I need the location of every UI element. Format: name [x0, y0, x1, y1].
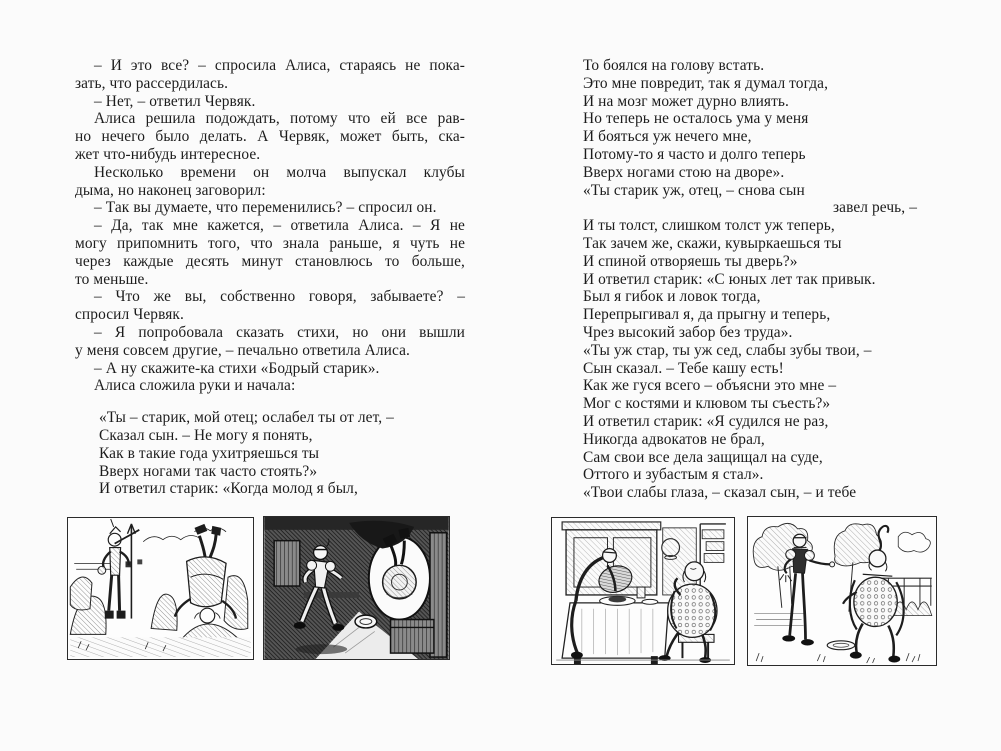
text-line: Никогда адвокатов не брал, — [583, 430, 765, 448]
paragraph — [75, 324, 465, 360]
text-line: спросил Червяк. — [75, 306, 184, 324]
engraving-eel-on-nose-icon — [748, 517, 936, 665]
illustration-old-man-standing-on-head — [67, 517, 254, 660]
text-line: Вверх ногами так часто стоять?» — [99, 462, 318, 480]
text-line: То боялся на голову встать. — [583, 57, 765, 74]
text-line: дыма, но наконец заговорил: — [75, 181, 266, 199]
text-line: Это мне повредит, так я думал тогда, — [583, 74, 829, 92]
text-line: Но теперь не осталось ума у меня — [583, 110, 809, 128]
text-line: И на мозг может дурно влиять. — [583, 92, 789, 110]
paragraph — [75, 377, 465, 395]
page-right-text — [583, 57, 935, 502]
text-line: Перепрыгивал я, да прыгну и теперь, — [583, 306, 831, 324]
text-line: – И это все? – спросила Алиса, стараясь не пока- — [94, 57, 465, 74]
illustration-old-man-eating-goose-at-table — [551, 517, 735, 665]
text-line: но нечего было делать. А Червяк, может быть, ска- — [75, 128, 465, 146]
paragraph — [75, 360, 465, 378]
paragraph — [75, 199, 465, 217]
text-line: Несколько времени он молча выпускал клубы — [94, 163, 465, 181]
paragraph — [75, 57, 465, 93]
text-line: «Твои слабы глаза, – сказал сын, – и тебе — [583, 484, 857, 502]
text-line: Вверх ногами стою на дворе». — [583, 163, 785, 181]
text-line: И ты толст, слишком толст уж теперь, — [583, 217, 835, 235]
paragraph — [75, 164, 465, 200]
text-line: Алиса сложила руки и начала: — [94, 377, 296, 395]
text-line: «Ты старик уж, отец, – снова сын — [583, 181, 805, 199]
text-line: жет что-нибудь интересное. — [75, 145, 261, 163]
text-line: И ответил старик: «Я судился не раз, — [583, 412, 829, 430]
text-line: И ответил старик: «Когда молод я был, — [99, 480, 358, 498]
text-line: «Ты – старик, мой отец; ослабел ты от лет, – — [99, 409, 394, 427]
text-line: Мог с костями и клювом ты съесть?» — [583, 395, 831, 413]
engraving-supper-table-icon — [552, 518, 734, 664]
text-line: зать, что рассердилась. — [75, 74, 229, 92]
text-line: – Да, так мне кажется, – ответила Алиса. – Я не — [94, 217, 465, 235]
text-line: – Так вы думаете, что переменились? – спросил он. — [94, 199, 437, 217]
text-line: И бояться уж нечего мне, — [583, 128, 752, 146]
text-line: через каждые десять минут становлюсь то больше, — [75, 252, 465, 270]
text-line: Сын сказал. – Тебе кашу есть! — [583, 359, 784, 377]
text-line: то меньше. — [75, 270, 149, 288]
text-line: «Ты уж стар, ты уж сед, слабы зубы твои, – — [583, 341, 872, 359]
paragraph — [75, 288, 465, 324]
page-left-text — [75, 57, 465, 498]
text-line: – Я попробовала сказать стихи, но они вышли — [94, 323, 465, 341]
text-line: Оттого и зубастым я стал». — [583, 466, 764, 484]
paragraph — [75, 93, 465, 111]
text-line: завел речь, – — [832, 199, 917, 217]
text-line: Как в такие года ухитряешься ты — [99, 444, 320, 462]
text-line: Как же гуся всего – объясни это мне – — [583, 377, 837, 395]
text-line: Сказал сын. – Не могу я понять, — [99, 426, 313, 444]
paragraph — [75, 110, 465, 163]
text-line: Потому-то я часто и долго теперь — [583, 145, 806, 163]
poem-stanza — [99, 409, 465, 498]
text-line: – А ну скажите-ка стихи «Бодрый старик». — [94, 359, 380, 377]
engraving-old-man-standing-on-head — [68, 518, 253, 659]
illustration-old-man-balancing-eel — [747, 516, 937, 666]
text-line: Был я гибок и ловок тогда, — [583, 288, 761, 306]
text-line: – Нет, – ответил Червяк. — [94, 92, 256, 110]
illustration-back-somersault-through-door — [263, 516, 450, 660]
text-line: Сам свои все дела защищал на суде, — [583, 448, 823, 466]
text-line: Так зачем же, скажи, кувыркаешься ты — [583, 234, 842, 252]
text-line: могу припомнить того, что знала раньше, я чуть не — [75, 234, 465, 252]
text-line: И ответил старик: «С юных лет так привык. — [583, 270, 876, 288]
text-line: Алиса решила подождать, потому что ей все рав- — [94, 110, 465, 128]
text-line: у меня совсем другие, – печально ответила Алиса. — [75, 341, 410, 359]
text-line: И спиной отворяешь ты дверь?» — [583, 252, 798, 270]
text-line: – Что же вы, собственно говоря, забываете? – — [94, 288, 465, 306]
paragraph — [75, 217, 465, 288]
text-line: Чрез высокий забор без труда». — [583, 323, 793, 341]
engraving-back-somersault-icon — [264, 517, 449, 659]
poem-stanza — [583, 57, 935, 502]
